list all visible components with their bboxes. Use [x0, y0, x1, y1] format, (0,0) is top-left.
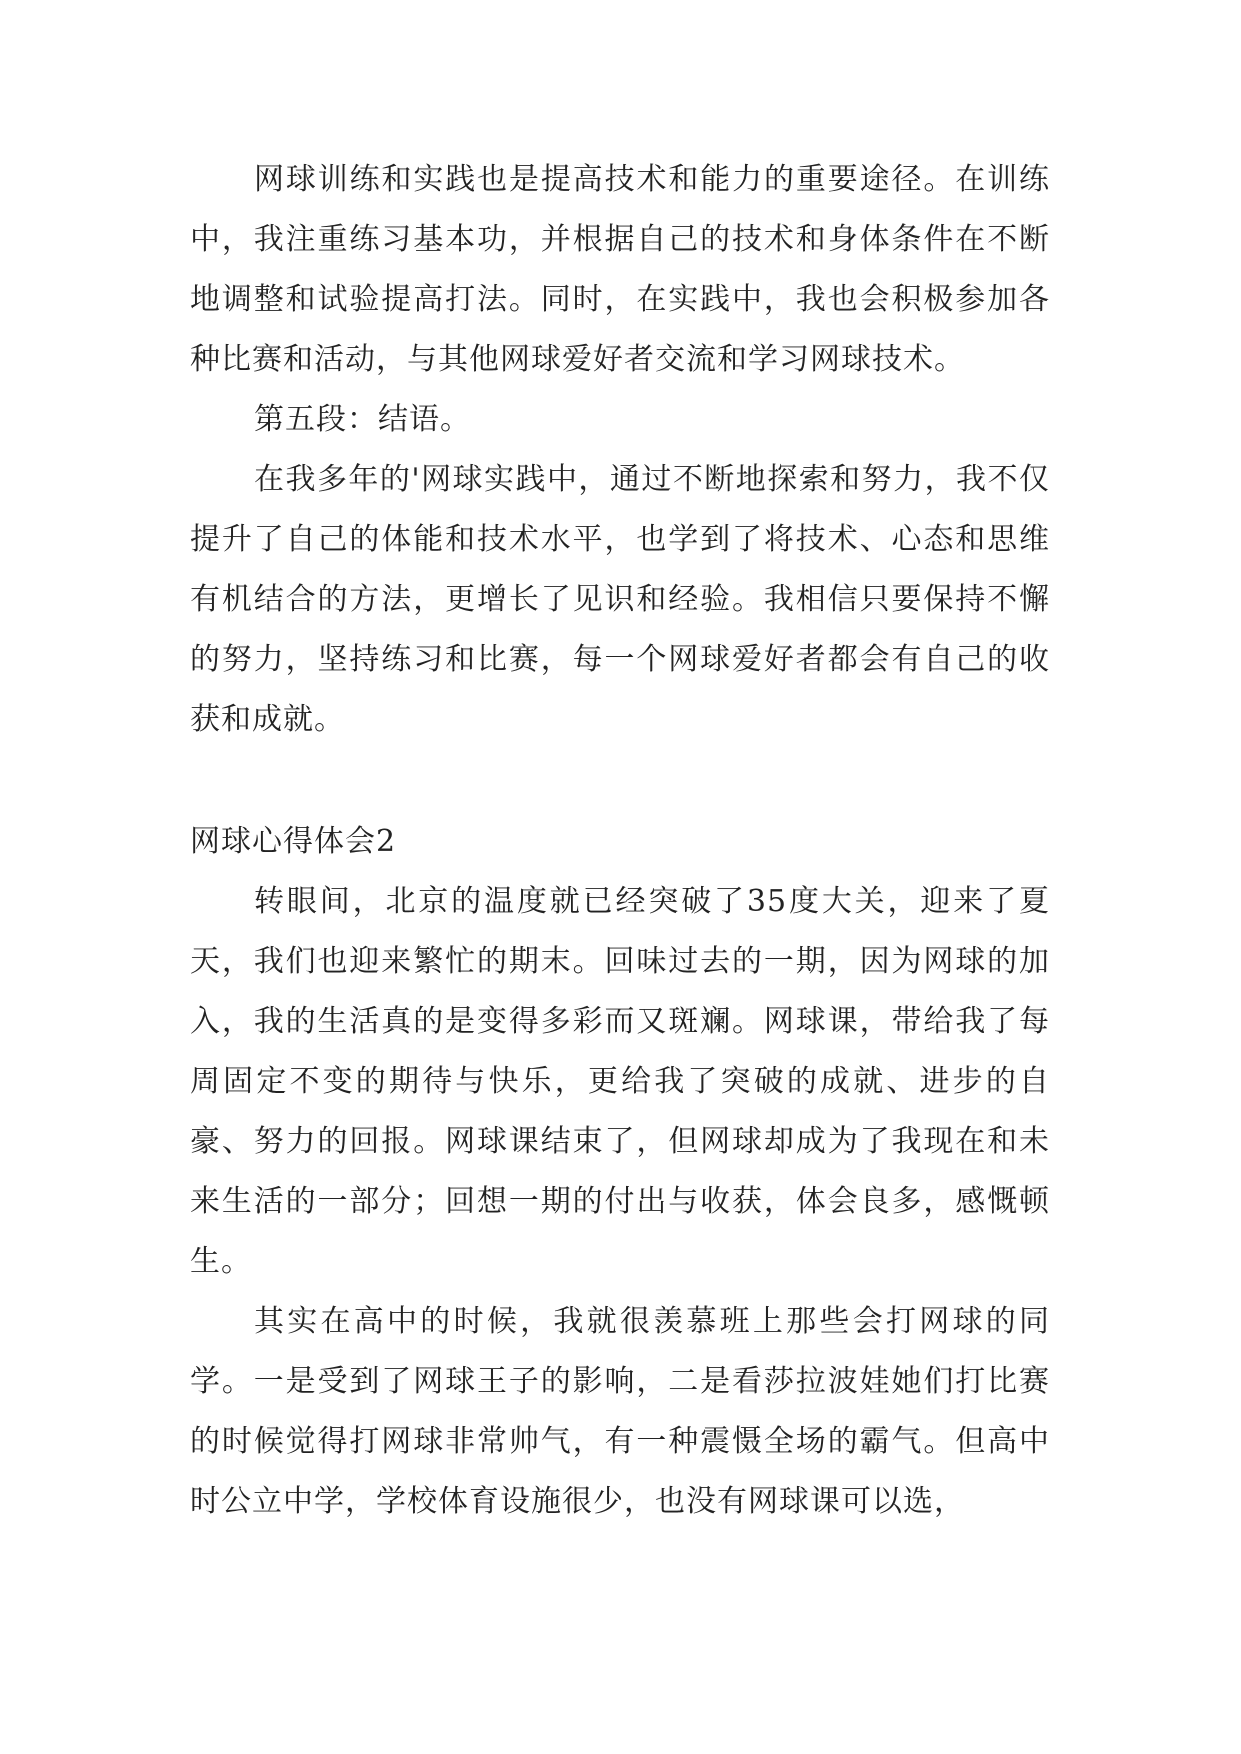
- paragraph-summer: 转眼间，北京的温度就已经突破了35度大关，迎来了夏天，我们也迎来繁忙的期末。回味过去的一期，因为网球的加入，我的生活真的是变得多彩而又斑斓。网球课，带给我了每周固定不变的期待与快乐，更给我了突破的成就、进步的自豪、努力的回报。网球课结束了，但网球却成为了我现在和未来生活的一部分；回想一期的付出与收获，体会良多，感慨顿生。: [190, 884, 1050, 1279]
- paragraph-conclusion: 在我多年的'网球实践中，通过不断地探索和努力，我不仅提升了自己的体能和技术水平，也学到了将技术、心态和思维有机结合的方法，更增长了见识和经验。我相信只要保持不懈的努力，坚持练习和比赛，每一个网球爱好者都会有自己的收获和成就。: [190, 462, 1050, 737]
- paragraph-training: 网球训练和实践也是提高技术和能力的重要途径。在训练中，我注重练习基本功，并根据自己的技术和身体条件在不断地调整和试验提高打法。同时，在实践中，我也会积极参加各种比赛和活动，与其他网球爱好者交流和学习网球技术。: [190, 162, 1050, 377]
- document-body: [190, 150, 1050, 1532]
- section-gap: [190, 750, 1050, 812]
- section-label-conclusion: 第五段：结语。: [254, 402, 471, 437]
- paragraph-high-school: 其实在高中的时候，我就很羡慕班上那些会打网球的同学。一是受到了网球王子的影响，二是看莎拉波娃她们打比赛的时候觉得打网球非常帅气，有一种震慑全场的霸气。但高中时公立中学，学校体育设施很少，也没有网球课可以选，: [190, 1304, 1050, 1519]
- article-heading: 网球心得体会2: [190, 824, 397, 859]
